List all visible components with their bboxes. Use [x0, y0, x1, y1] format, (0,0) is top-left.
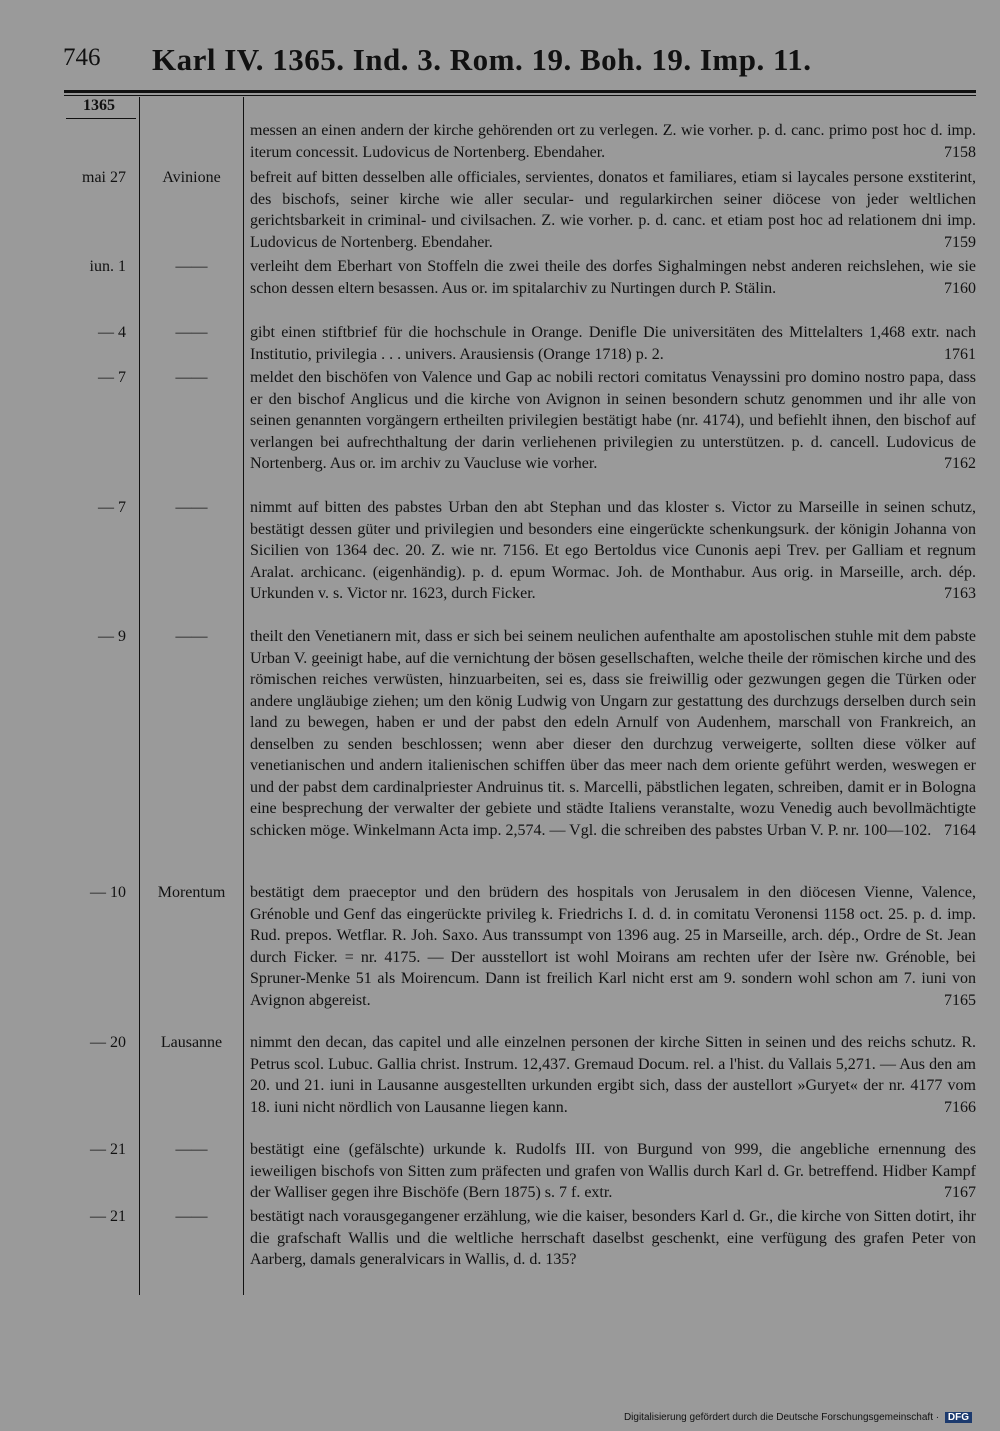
entry-place: Morentum	[157, 884, 226, 901]
entry-date: — 7	[98, 499, 126, 516]
entry-number: 7163	[944, 585, 976, 602]
entry-date: mai 27	[82, 169, 126, 186]
entry-number: 7166	[944, 1098, 976, 1116]
entry-date: — 21	[90, 1141, 126, 1158]
entry-number: 1761	[944, 345, 976, 363]
header-rule-thick	[64, 90, 976, 93]
entry-text: bestätigt nach vorausgegangener erzählung, wie die kaiser, besonders Karl d. Gr., die kirche von Sitten dotirt, ihr die grafschaft Wallis und die weltliche herrschaft daselbst geschenkt, eine verfügung des grafen Peter von Aarberg, damals generalvicars in Wallis, d. d. 135?	[250, 1208, 976, 1268]
entry-date: — 21	[90, 1208, 126, 1225]
entry-text: verleiht dem Eberhart von Stoffeln die zwei theile des dorfes Sighalmingen nebst anderen reichslehen, wie sie schon dessen eltern besassen. Aus or. im spitalarchiv zu Nurtingen durch P. Stälin. 7160	[250, 256, 976, 299]
entry-place: ——	[175, 1141, 208, 1158]
page-number: 746	[63, 44, 101, 71]
header-rule-thin	[64, 95, 976, 96]
entry-number: 7165	[944, 991, 976, 1009]
entry-date: — 9	[98, 628, 126, 645]
year-underline	[66, 118, 136, 119]
entry-number: 7159	[944, 233, 976, 251]
entry-place: ——	[175, 324, 208, 341]
column-divider-place	[243, 97, 244, 1295]
entry-text: messen an einen andern der kirche gehörenden ort zu verlegen. Z. wie vorher. p. d. canc. primo post hoc d. imp. iterum concessit. Ludovicus de Nortenberg. Ebendaher. 7158	[250, 120, 976, 163]
entry-place: ——	[175, 499, 208, 516]
entry-text: bestätigt dem praeceptor und den brüdern des hospitals von Jerusalem in den diöcesen Vienne, Valence, Grénoble und Genf das eingerückte privileg k. Friedrichs I. d. d. in comitatu Veronensi 1158 oct. 25. p. d. imp. Rud. prepos. Wetflar. R. Joh. Saxo. Aus transsumpt von 1396 aug. 25 in Marseille, arch. dép., Ordre de St. Jean durch Ficker. = nr. 4175. — Der ausstellort ist wohl Moirans am rechten ufer der Isère nw. Grénoble, bei Spruner-Menke 51 als Moirencum. Dann ist freilich Karl nicht erst am 9. sondern wohl schon am 7. iuni von Avignon abgereist. 7165	[250, 882, 976, 1011]
digitization-credit	[624, 1412, 972, 1423]
entry-text: nimmt den decan, das capitel und alle einzelnen personen der kirche Sitten in seinen und des reichs schutz. R. Petrus scol. Lubuc. Gallia christ. Instrum. 12,437. Gremaud Docum. rel. a l'hist. du Vallais 5,271. — Aus den am 20. und 21. iuni in Lausanne ausgestellten urkunden ergibt sich, dass der austellort »Guryet« der nr. 4177 vom 18. iuni nicht nördlich von Lausanne liegen kann. 7166	[250, 1032, 976, 1118]
entry-place: ——	[175, 628, 208, 645]
entry-number: 7164	[944, 821, 976, 839]
entry-text: befreit auf bitten desselben alle officiales, servientes, donatos et familiares, etiam si laycales persone exstiterint, des bischofs, seiner kirche wie aller secular- und regularkirchen seiner diöcese von jeder weltlichen gerichtsbarkeit in criminal- und civilsachen. Z. wie vorher. p. d. canc. et etiam post hoc ad relationem dni imp. Ludovicus de Nortenberg. Ebendaher. 7159	[250, 167, 976, 253]
entry-date: — 10	[90, 884, 126, 901]
year-label: 1365	[83, 97, 115, 114]
entry-number: 7160	[944, 279, 976, 297]
column-divider-date	[139, 97, 140, 1295]
entry-place: ——	[175, 1208, 208, 1225]
page-heading: Karl IV. 1365. Ind. 3. Rom. 19. Boh. 19. Imp. 11.	[152, 42, 812, 77]
entry-place: Lausanne	[160, 1034, 223, 1051]
entry-number: 7158	[944, 143, 976, 161]
entry-date: — 20	[90, 1034, 126, 1051]
entry-text: meldet den bischöfen von Valence und Gap ac nobili rectori comitatus Venayssini pro domino nostro papa, dass er den bischof Anglicus und die kirche von Avignon in seinen besondern schutz genommen und ihr alle von seinen genannten vorgängern ertheilten privilegien bestätigt habe (nr. 4174), und befiehlt ihnen, den bischof auf verlangen bei aufrechthaltung der darin verliehenen privilegien zu unterstützen. p. d. cancell. Ludovicus de Nortenberg. Aus or. im archiv zu Vaucluse wie vorher. 7162	[250, 367, 976, 475]
entry-date: iun. 1	[89, 258, 126, 275]
entry-text: theilt den Venetianern mit, dass er sich bei seinem neulichen aufenthalte am apostolischen stuhle mit dem pabste Urban V. geeinigt habe, auf die vernichtung der bösen gesellschaften, welche theile der römischen kirche und des römischen reiches verwüsten, hinzuarbeiten, sei es, dass sie freiwillig oder gezwungen gegen die Türken oder andere ungläubige ziehen; um den könig Ludwig von Ungarn zur gestattung des durchzugs derselben durch sein land zu bewegen, haben er und der pabst den edeln Arnulf von Audenhem, marschall von Frankreich, an denselben zu senden beschlossen; wenn aber dieser den durchzug verweigerte, sollten diese völker auf venetianischen und andern italienischen schiffen über das meer nach dem oriente geführt werden, weswegen er und der pabst dem cardinalpriester Andruinus tit. s. Marcelli, päbstlichen legaten, schreiben, damit er in Bologna eine besprechung der verwalter der gebiete und städte Italiens veranstalte, wozu Venedig auch bevollmächtigte schicken möge. Winkelmann Acta imp. 2,574. — Vgl. die schreiben des pabstes Urban V. P. nr. 100—102. 7164	[250, 626, 976, 841]
dfg-logo: DFG	[945, 1412, 972, 1423]
entry-place: Avinione	[162, 169, 221, 186]
entry-place: ——	[175, 258, 208, 275]
entry-date: — 4	[98, 324, 126, 341]
credit-text: Digitalisierung gefördert durch die Deutsche Forschungsgemeinschaft ·	[623, 1412, 940, 1423]
entry-text: bestätigt eine (gefälschte) urkunde k. Rudolfs III. von Burgund von 999, die angebliche ernennung des ieweiligen bischofs von Sitten zum präfecten und grafen von Wallis durch Karl d. Gr. betreffend. Hidber Kampf der Walliser gegen ihre Bischöfe (Bern 1875) s. 7 f. extr. 7167	[250, 1139, 976, 1204]
entry-date: — 7	[98, 369, 126, 386]
entry-place: ——	[175, 369, 208, 386]
entry-number: 7162	[944, 455, 976, 472]
entry-number: 7167	[944, 1184, 976, 1201]
entry-text: gibt einen stiftbrief für die hochschule in Orange. Denifle Die universitäten des Mittelalters 1,468 extr. nach Institutio, privilegia . . . univers. Arausiensis (Orange 1718) p. 2. 1761	[250, 322, 976, 365]
entry-text: nimmt auf bitten des pabstes Urban den abt Stephan und das kloster s. Victor zu Marseille in seinen schutz, bestätigt dessen güter und privilegien und besonders eine eingerückte schenkungsurk. der königin Johanna von Sicilien von 1364 dec. 20. Z. wie nr. 7156. Et ego Bertoldus vice Cunonis aepi Trev. per Galliam et regnum Aralat. archicanc. (eigenhändig). p. d. epum Wormac. Joh. de Monthabur. Aus orig. in Marseille, arch. dép. Urkunden v. s. Victor nr. 1623, durch Ficker. 7163	[250, 497, 976, 605]
